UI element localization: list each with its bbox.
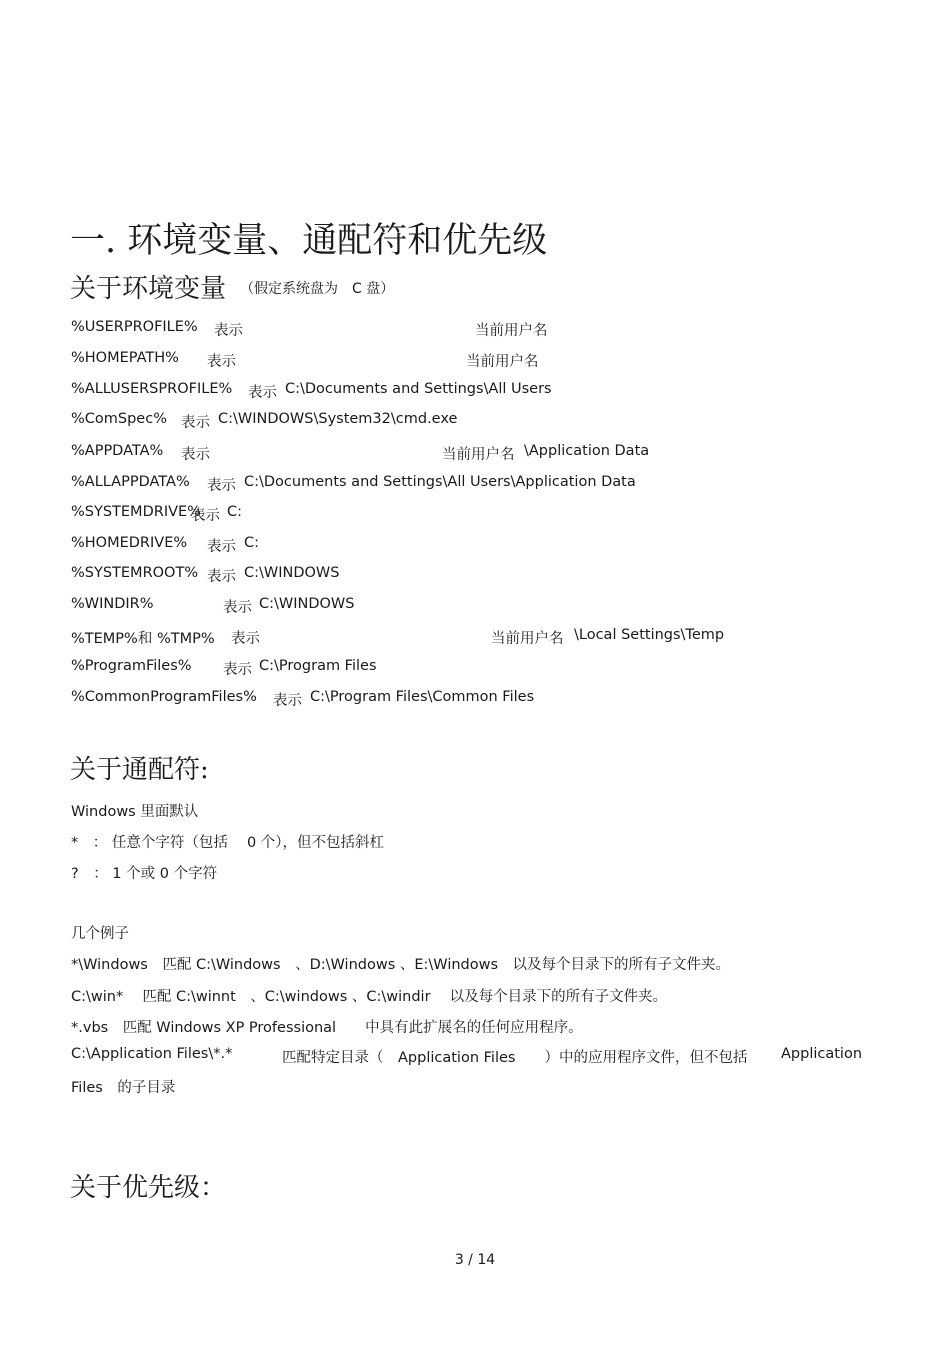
wildcard-question: ? ： 1 个或 0 个字符 bbox=[71, 866, 218, 882]
page-title: 一. 环境变量、通配符和优先级 bbox=[70, 221, 548, 261]
priority-heading: 关于优先级： bbox=[70, 1173, 227, 1203]
page-number: 3 / 14 bbox=[454, 1252, 496, 1268]
wildcard-star: * ： 任意个字符（包括 0 个），但不包括斜杠 bbox=[71, 835, 385, 851]
example-2: C:\win* 匹配 C:\winnt 、C:\windows 、C:\windir 以及每个目录下的所有子文件夹。 bbox=[71, 989, 668, 1005]
example-4-cont: Files 的子目录 bbox=[71, 1080, 176, 1096]
env-note: （假定系统盘为 C 盘） bbox=[240, 281, 395, 297]
wildcard-heading: 关于通配符: bbox=[70, 755, 209, 785]
env-heading: 关于环境变量 bbox=[70, 274, 227, 304]
example-1: *\Windows 匹配 C:\Windows 、D:\Windows 、E:\Windows 以及每个目录下的所有子文件夹。 bbox=[71, 957, 731, 973]
example-3: *.vbs 匹配 Windows XP Professional 中具有此扩展名的任何应用程序。 bbox=[71, 1020, 583, 1036]
wildcard-intro: Windows 里面默认 bbox=[71, 804, 199, 820]
examples-title: 几个例子 bbox=[71, 926, 129, 942]
